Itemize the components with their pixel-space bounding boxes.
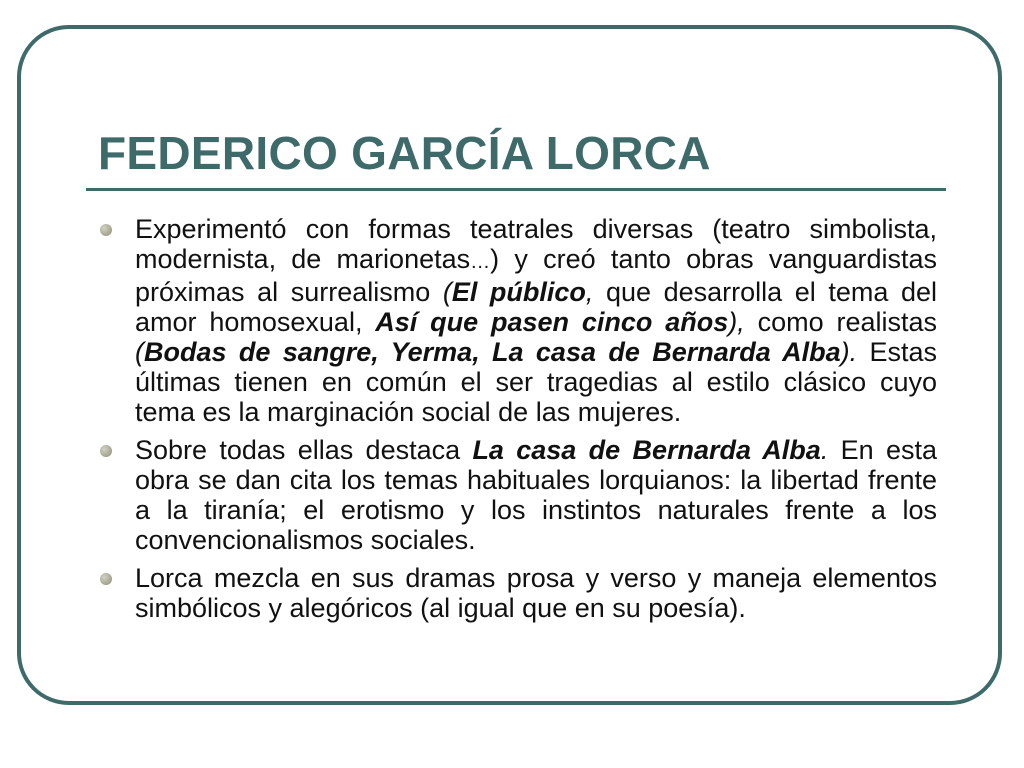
bullet-text: Estas últimas tienen en común el ser tragedias al estilo clásico cuyo tema es la marginación social de las mujeres. <box>135 337 937 427</box>
slide-title: FEDERICO GARCÍA LORCA <box>98 127 711 179</box>
work-title-text: Bodas de sangre, Yerma, La casa de Bernarda Alba <box>144 337 841 367</box>
bullet-item <box>95 563 937 623</box>
work-title-text: La casa de Bernarda Alba <box>472 435 821 465</box>
bullet-text: … <box>470 251 491 273</box>
bullet-text: . <box>820 435 829 465</box>
bullet-text: ( <box>442 277 452 307</box>
bullet-dot-icon <box>100 573 112 585</box>
work-title-text: El público <box>451 277 586 307</box>
bullet-text: Experimentó con formas teatrales diversas (teatro simbolista, modernista, de marionetas <box>135 214 937 274</box>
bullet-item <box>95 435 937 555</box>
bullet-text: , <box>585 277 594 307</box>
bullet-text: ( <box>135 337 144 367</box>
bullet-text: Sobre todas ellas destaca <box>135 435 473 465</box>
bullet-list <box>95 214 937 631</box>
bullet-text: ) y creó tanto obras vanguardistas próximas al surrealismo <box>135 244 937 307</box>
bullet-text: ). <box>840 337 858 367</box>
bullet-text: que desarrolla el tema del amor homosexual, <box>135 277 937 337</box>
bullet-dot-icon <box>100 224 112 236</box>
bullet-text: ), <box>728 307 745 337</box>
bullet-dot-icon <box>100 445 112 457</box>
bullet-text: Lorca mezcla en sus dramas prosa y verso y maneja elementos simbólicos y alegóricos (al igual que en su poesía). <box>135 563 937 623</box>
bullet-item <box>95 214 937 427</box>
bullet-text: como realistas <box>744 307 937 337</box>
bullet-text: En esta obra se dan cita los temas habituales lorquianos: la libertad frente a la tiranía; el erotismo y los instintos naturales frente a los convencionalismos sociales. <box>135 435 938 555</box>
title-divider <box>86 188 946 191</box>
work-title-text: Así que pasen cinco años <box>375 307 729 337</box>
